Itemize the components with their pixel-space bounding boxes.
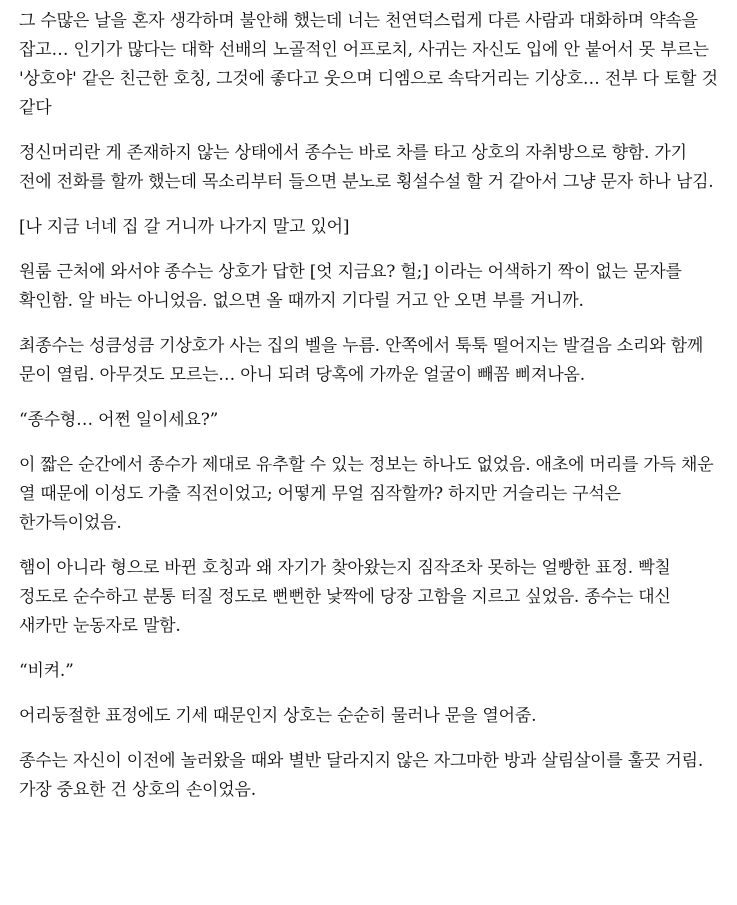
paragraph-2: 정신머리란 게 존재하지 않는 상태에서 종수는 바로 차를 타고 상호의 자취방으로 향함. 가기 전에 전화를 할까 했는데 목소리부터 들으면 분노로 횡설수설 할 거 같아서 그냥 문자 하나 남김. [19,143,714,192]
paragraph-9: “비켜.” [19,661,74,681]
paragraph-1: 그 수많은 날을 혼자 생각하며 불안해 했는데 너는 천연덕스럽게 다른 사람과 대화하며 약속을 잡고… 인기가 많다는 대학 선배의 노골적인 어프로치, 사귀는 자신도 입에 안 붙어서 못 부르는 '상호야' 같은 친근한 호칭, 그것에 좋다고 웃으며 디엠으로 속닥거리는 기상호… 전부 다 토할 것 같다 [19,11,718,118]
paragraph-8: 햄이 아니라 형으로 바뀐 호칭과 왜 자기가 찾아왔는지 짐작조차 못하는 얼빵한 표정. 빡칠 정도로 순수하고 분통 터질 정도로 뻔뻔한 낯짝에 당장 고함을 지르고 싶었음. 종수는 대신 새카만 눈동자로 말함. [19,558,671,636]
paragraph-4: 원룸 근처에 와서야 종수는 상호가 답한 [엇 지금요? 헐;] 이라는 어색하기 짝이 없는 문자를 확인함. 알 바는 아니었음. 없으면 올 때까지 기다릴 거고 안 오면 부를 거니까. [19,262,682,311]
paragraph-5: 최종수는 성큼성큼 기상호가 사는 집의 벨을 누름. 안쪽에서 툭툭 떨어지는 발걸음 소리와 함께 문이 열림. 아무것도 모르는… 아니 되려 당혹에 가까운 얼굴이 빼꼼 삐져나옴. [19,336,704,385]
paragraph-11: 종수는 자신이 이전에 놀러왔을 때와 별반 달라지지 않은 자그마한 방과 살림살이를 훌끗 거림. 가장 중요한 건 상호의 손이었음. [19,751,704,800]
paragraph-6: “종수형… 어쩐 일이세요?” [19,410,219,430]
paragraph-3: [나 지금 너네 집 갈 거니까 나가지 말고 있어] [19,217,350,237]
paragraph-10: 어리둥절한 표정에도 기세 때문인지 상호는 순순히 물러나 문을 열어줌. [19,706,537,726]
paragraph-7: 이 짧은 순간에서 종수가 제대로 유추할 수 있는 정보는 하나도 없었음. 애초에 머리를 가득 채운 열 때문에 이성도 가출 직전이었고; 어떻게 무얼 짐작할까? 하지만 거슬리는 구석은 한가득이었음. [19,455,714,533]
